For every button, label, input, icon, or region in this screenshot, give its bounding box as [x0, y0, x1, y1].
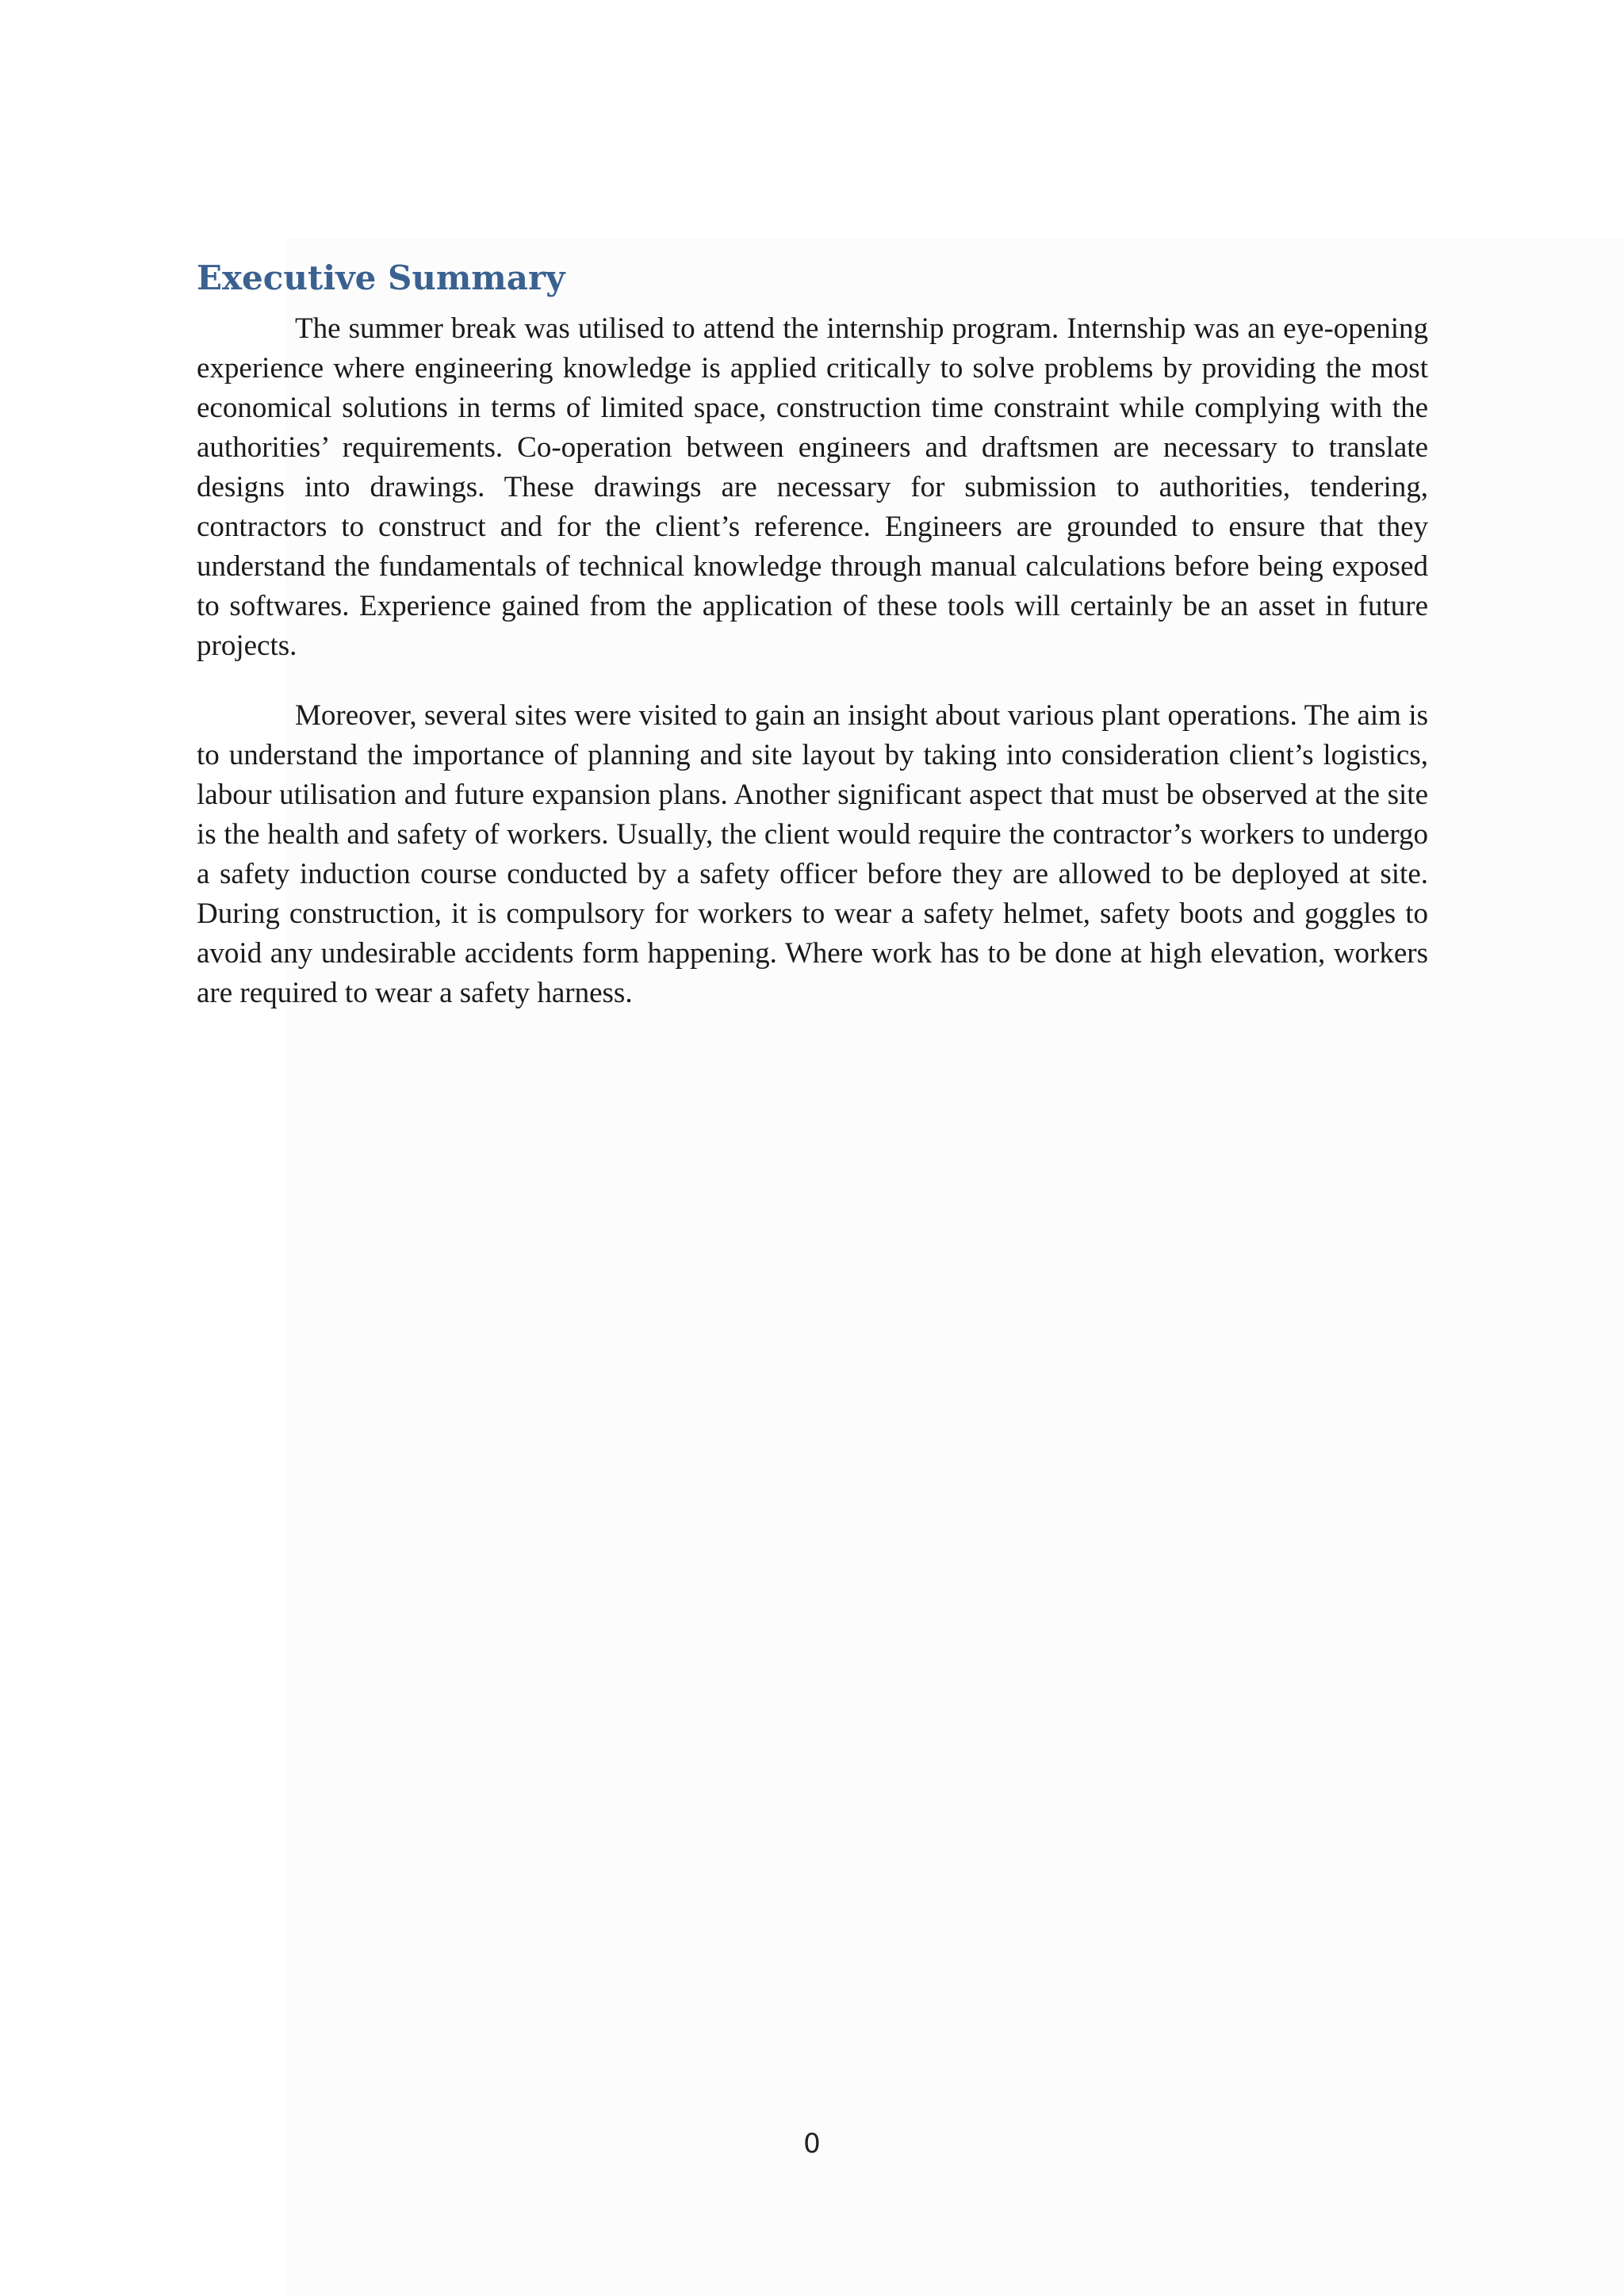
paragraph-1: The summer break was utilised to attend the internship program. Internship was an eye-opening experience where engineering knowledge is applied critically to solve problems by providing the most economical solutions in terms of limited space, construction time constraint while complying with the authorities’ requirements. Co-operation between engineers and draftsmen are necessary to translate designs into drawings. These drawings are necessary for submission to authorities, tendering, contractors to construct and for the client’s reference. Engineers are grounded to ensure that they understand the fundamentals of technical knowledge through manual calculations before being exposed to softwares. Experience gained from the application of these tools will certainly be an asset in future projects. — [197, 312, 1428, 662]
paragraph-2: Moreover, several sites were visited to gain an insight about various plant operations. The aim is to understand the importance of planning and site layout by taking into consideration client’s logistics, labour utilisation and future expansion plans. Another significant aspect that must be observed at the site is the health and safety of workers. Usually, the client would require the contractor’s workers to undergo a safety induction course conducted by a safety officer before they are allowed to be deployed at site. During construction, it is compulsory for workers to wear a safety helmet, safety boots and goggles to avoid any undesirable accidents form happening. Where work has to be done at high elevation, workers are required to wear a safety harness. — [197, 699, 1428, 1009]
page-number: 0 — [803, 2128, 821, 2160]
section-heading: Executive Summary — [197, 258, 565, 297]
